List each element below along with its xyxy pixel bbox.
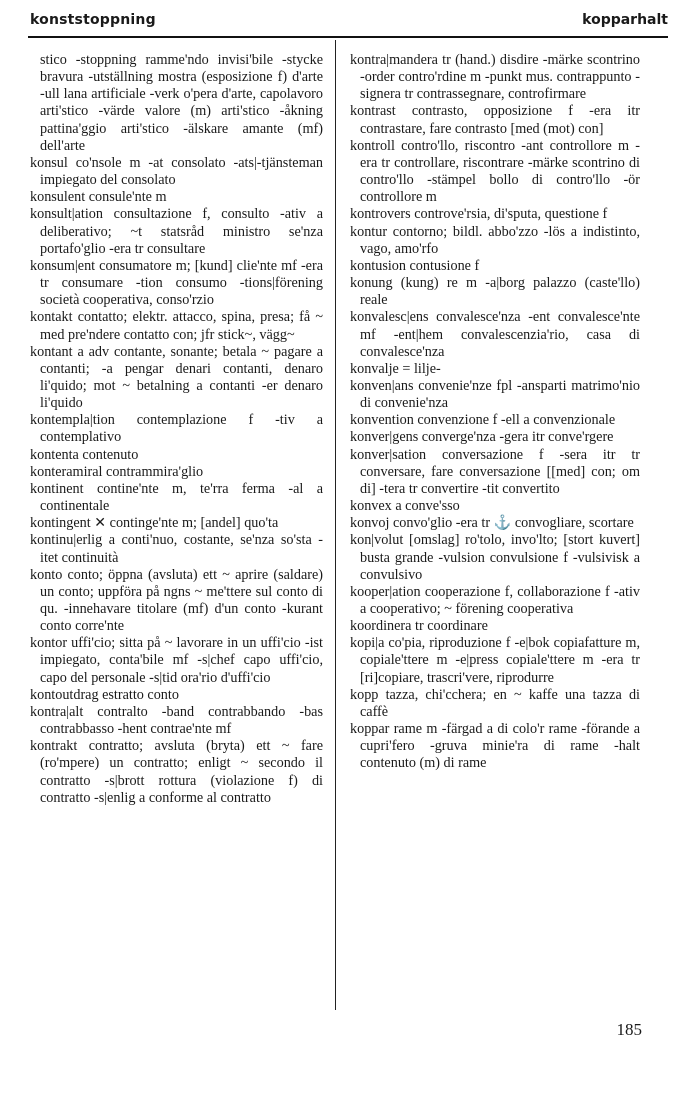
dictionary-entry: kopi|a co'pia, riproduzione f -e|bok copiafatture m, copiale'ttere m -e|press copiale'ttere m -era tr [ri]copiare, trascri'vere, riprodurre (350, 635, 640, 686)
dictionary-entry: kontrovers controve'rsia, di'sputa, questione f (350, 206, 608, 223)
dictionary-entry: kontinent contine'nte m, te'rra ferma -al a continentale (30, 480, 323, 515)
dictionary-entry: kontroll contro'llo, riscontro -ant controllore m -era tr controllare, riscontrare -märke scontrino di contro'llo -stämpel bollo di contro'llo -ör controllore m (350, 137, 640, 206)
dictionary-entry: konvention convenzione f -ell a convenzionale (350, 412, 616, 429)
dictionary-entry: konsul co'nsole m -at consolato -ats|-tjänsteman impiegato del consolato (30, 154, 323, 189)
column-divider (335, 40, 336, 1010)
dictionary-entry: konver|sation conversazione f -sera itr tr conversare, fare conversazione [[med] con; om di] -tera tr convertire -tit convertito (350, 446, 640, 497)
dictionary-entry: konver|gens converge'nza -gera itr conve'rgere (350, 429, 614, 446)
dictionary-entry: kontor uffi'cio; sitta på ~ lavorare in un uffi'cio -ist impiegato, conta'bile mf -s|chef capo uffi'cio, capo del personale -s|tid ora'rio d'uffi'cio (30, 635, 323, 686)
dictionary-entry: konung (kung) re m -a|borg palazzo (caste'llo) reale (350, 275, 640, 309)
dictionary-entry: stico -stoppning ramme'ndo invisi'bile -stycke bravura -utställning mostra (esposizione f) d'arte -ull lana artificiale -verk o'pera d'arte, capolavoro arti'stico -värde valore (m) arti'stico -åkning pattina'ggio arti'stico -älskare amante (mf) dell'arte (40, 52, 323, 154)
dictionary-entry: konsum|ent consumatore m; [kund] clie'nte mf -era tr consumare -tion consumo -tions|förening società cooperativa, conso'rzio (30, 257, 323, 309)
dictionary-entry: konvoj convo'glio -era tr ⚓ convogliare, scortare (350, 515, 634, 532)
dictionary-entry: konto conto; öppna (avsluta) ett ~ aprire (saldare) un conto; uppföra på ngns ~ me'ttere sul conto di qu. -innehavare titolare (mf) d'un conto -kurant conto corre'nte (30, 566, 323, 635)
dictionary-entry: konsulent consule'nte m (30, 189, 167, 206)
dictionary-entry: konvalesc|ens convalesce'nza -ent convalesce'nte mf -ent|hem convalescenzia'rio, casa di convalesce'nza (350, 309, 640, 360)
dictionary-entry: kooper|ation cooperazione f, collaborazione f -ativ a cooperativo; ~ förening cooperativa (350, 583, 640, 617)
dictionary-entry: kontoutdrag estratto conto (30, 686, 179, 703)
dictionary-entry: kontenta contenuto (30, 446, 139, 463)
dictionary-entry: konvalje = lilje- (350, 360, 441, 377)
dictionary-entry: konvex a conve'sso (350, 498, 460, 515)
left-column (30, 52, 323, 807)
header-rule (28, 36, 668, 38)
dictionary-entry: kontur contorno; bildl. abbo'zzo -lös a indistinto, vago, amo'rfo (350, 223, 640, 257)
dictionary-entry: konven|ans convenie'nze fpl -ansparti matrimo'nio di convenie'nza (350, 377, 640, 412)
left-running-headword: konststoppning (30, 12, 156, 28)
dictionary-entry: kontrakt contratto; avsluta (bryta) ett ~ fare (ro'mpere) un contratto; enligt ~ secondo il contratto -s|brott rottura (violazione f) di contratto -s|enlig a conforme al contratto (30, 738, 323, 806)
dictionary-entry: kontempla|tion contemplazione f -tiv a contemplativo (30, 412, 323, 446)
dictionary-entry: kontinu|erlig a conti'nuo, costante, se'nza so'sta -itet continuità (30, 532, 323, 566)
right-column (350, 52, 640, 773)
dictionary-entry: kontrast contrasto, opposizione f -era itr contrastare, fare contrasto [med (mot) con] (350, 103, 640, 137)
dictionary-entry: kon|volut [omslag] ro'tolo, invo'lto; [stort kuvert] busta grande -vulsion convulsione f -vulsivisk a convulsivo (350, 532, 640, 583)
dictionary-entry: kontingent ✕ continge'nte m; [andel] quo'ta (30, 515, 279, 532)
dictionary-entry: koordinera tr coordinare (350, 618, 488, 635)
running-header (30, 12, 668, 34)
dictionary-entry: kontra|mandera tr (hand.) disdire -märke scontrino -order contro'rdine m -punkt mus. contrappunto -signera tr contrassegnare, controfirmare (350, 52, 640, 103)
right-running-headword: kopparhalt (582, 12, 668, 28)
dictionary-entry: konsult|ation consultazione f, consulto -ativ a deliberativo; ~t statsråd ministro se'nza portafo'glio -era tr consultare (30, 206, 323, 257)
page-number: 185 (616, 1020, 642, 1039)
dictionary-entry: kopp tazza, chi'cchera; en ~ kaffe una tazza di caffè (350, 686, 640, 720)
dictionary-entry: kontakt contatto; elektr. attacco, spina, presa; få ~ med pre'ndere contatto con; jfr stick~, vägg~ (30, 309, 323, 343)
dictionary-entry: kontusion contusione f (350, 257, 480, 274)
dictionary-entry: kontra|alt contralto -band contrabbando -bas contrabbasso -hent contrae'nte mf (30, 703, 323, 738)
dictionary-entry: konteramiral contrammira'glio (30, 463, 204, 480)
dictionary-entry: koppar rame m -färgad a di colo'r rame -förande a cupri'fero -gruva minie'ra di rame -halt contenuto (m) di rame (350, 721, 640, 772)
dictionary-entry: kontant a adv contante, sonante; betala ~ pagare a contanti; -a pengar denari contanti, denaro li'quido; mot ~ betalning a contanti -er denaro li'quido (30, 343, 323, 412)
